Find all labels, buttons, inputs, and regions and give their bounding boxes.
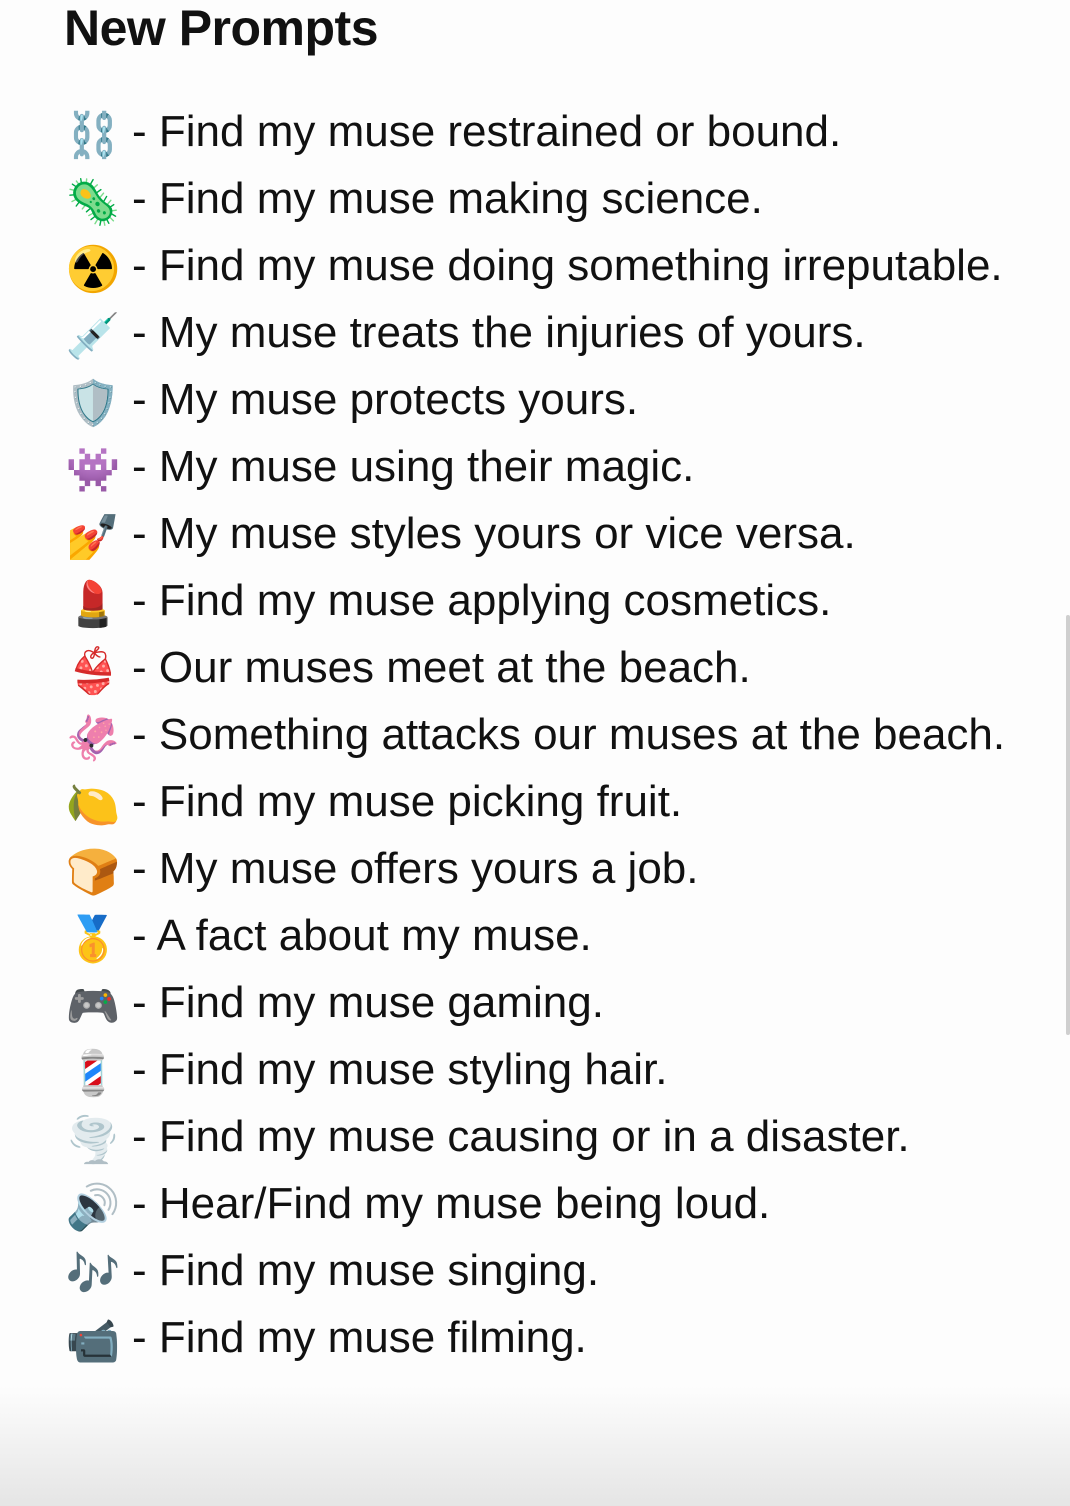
gold-medal-icon: 🥇 (65, 915, 121, 964)
prompt-text: - Find my muse doing something irreputable. (132, 241, 1003, 290)
bread-icon: 🍞 (65, 848, 121, 897)
prompt-text: - Find my muse singing. (132, 1246, 600, 1295)
scrollbar[interactable] (1066, 615, 1070, 1035)
prompt-text: - My muse treats the injuries of yours. (132, 308, 866, 357)
prompt-text: - Find my muse making science. (132, 174, 763, 223)
prompt-text: - Find my muse applying cosmetics. (132, 576, 832, 625)
syringe-icon: 💉 (65, 312, 121, 361)
page-title: New Prompts (64, 0, 379, 56)
prompt-text: - Find my muse causing or in a disaster. (132, 1112, 910, 1161)
prompt-text: - Find my muse filming. (132, 1313, 587, 1362)
microbe-icon: 🦠 (65, 178, 121, 227)
radioactive-icon: ☢️ (65, 245, 121, 294)
list-item (64, 98, 1024, 165)
list-item (64, 969, 1024, 1036)
list-item (64, 701, 1024, 768)
prompt-text: - Hear/Find my muse being loud. (132, 1179, 771, 1228)
speaker-loud-icon: 🔊 (65, 1183, 121, 1232)
list-item (64, 1036, 1024, 1103)
prompt-text: - My muse protects yours. (132, 375, 639, 424)
list-item (64, 366, 1024, 433)
tornado-icon: 🌪️ (65, 1116, 121, 1165)
list-item (64, 634, 1024, 701)
alien-monster-icon: 👾 (65, 446, 121, 495)
prompt-text: - Find my muse styling hair. (132, 1045, 668, 1094)
bottom-fade-overlay (0, 1386, 1070, 1506)
prompt-text: - My muse using their magic. (132, 442, 695, 491)
list-item (64, 165, 1024, 232)
list-item (64, 1170, 1024, 1237)
prompt-text: - Something attacks our muses at the beach. (132, 710, 1006, 759)
prompt-text: - My muse styles yours or vice versa. (132, 509, 856, 558)
list-item (64, 500, 1024, 567)
nail-polish-icon: 💅 (65, 513, 121, 562)
prompt-text: - Our muses meet at the beach. (132, 643, 751, 692)
prompt-text: - My muse offers yours a job. (132, 844, 699, 893)
prompt-text: - A fact about my muse. (132, 911, 592, 960)
list-item (64, 567, 1024, 634)
game-controller-icon: 🎮 (65, 982, 121, 1031)
chains-icon: ⛓️ (65, 111, 121, 160)
list-item (64, 232, 1024, 299)
list-item (64, 835, 1024, 902)
prompt-text: - Find my muse gaming. (132, 978, 604, 1027)
musical-notes-icon: 🎶 (65, 1250, 121, 1299)
video-camera-icon: 📹 (65, 1317, 121, 1366)
shield-icon: 🛡️ (65, 379, 121, 428)
prompt-list (64, 98, 1024, 1371)
list-item (64, 1103, 1024, 1170)
list-item (64, 299, 1024, 366)
list-item (64, 902, 1024, 969)
bikini-icon: 👙 (65, 647, 121, 696)
list-item (64, 433, 1024, 500)
prompt-text: - Find my muse restrained or bound. (132, 107, 842, 156)
prompt-text: - Find my muse picking fruit. (132, 777, 683, 826)
lipstick-icon: 💄 (65, 580, 121, 629)
list-item (64, 1304, 1024, 1371)
list-item (64, 1237, 1024, 1304)
squid-icon: 🦑 (65, 714, 121, 763)
barber-pole-icon: 💈 (65, 1049, 121, 1098)
list-item (64, 768, 1024, 835)
lemon-icon: 🍋 (65, 781, 121, 830)
